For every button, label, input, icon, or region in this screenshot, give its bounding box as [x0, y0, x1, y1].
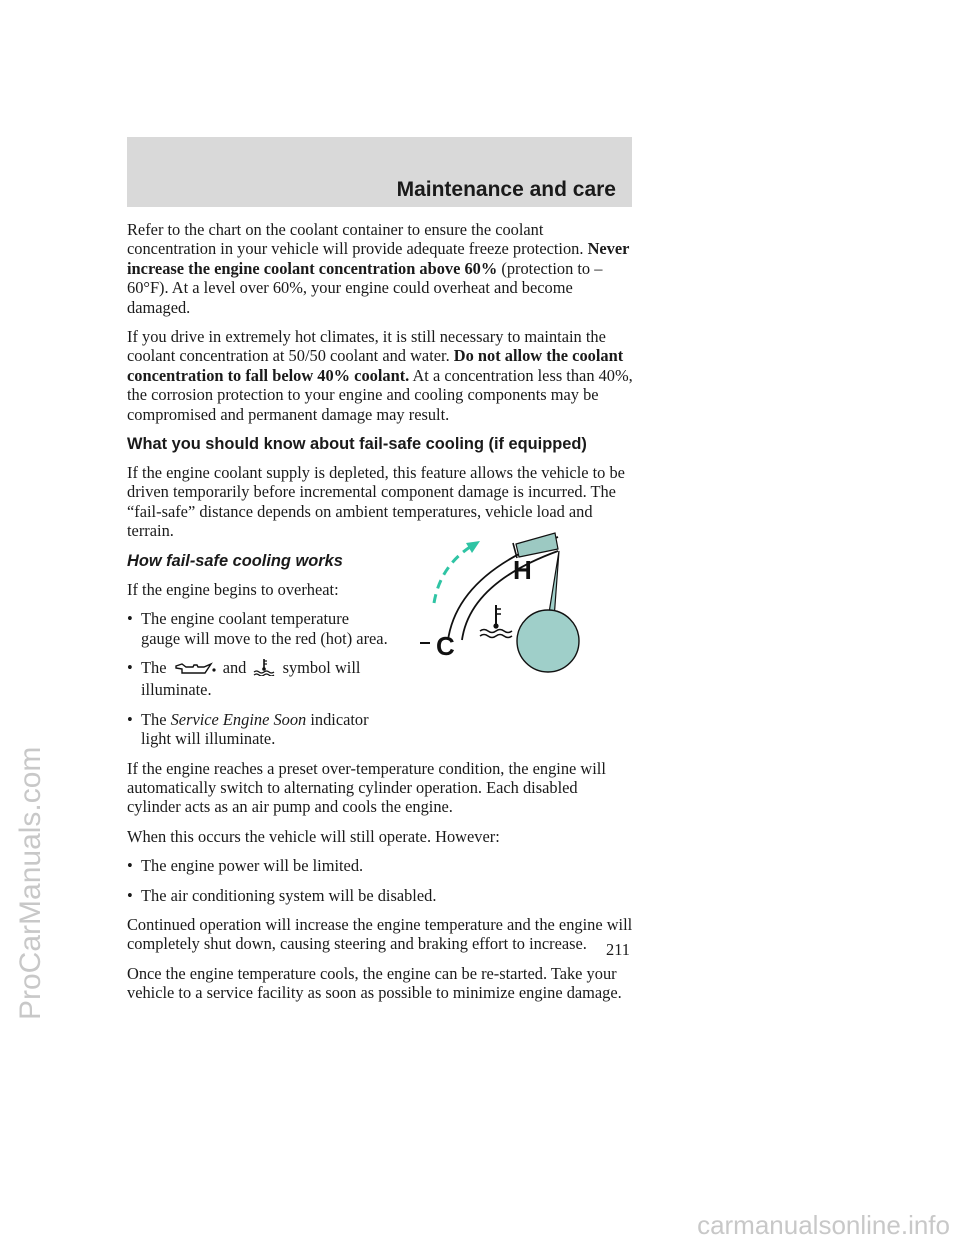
list-item: • The and symbol will illuminate. [127, 657, 361, 700]
bullet-symbol: • [127, 609, 133, 629]
paragraph-over-temperature: If the engine reaches a preset over-temperature condition, the engine will automatically switch to alternating cylinder operation. Each disabled cylinder acts as an air pump and cools the engine. [127, 758, 606, 817]
side-watermark-text: ProCarManuals.com [14, 746, 47, 1020]
heading-fail-safe-cooling: What you should know about fail-safe cooling (if equipped) [127, 435, 587, 454]
bottom-watermark-text: carmanualsonline.info [697, 1210, 950, 1240]
list-item: • The engine coolant temperature gauge will move to the red (hot) area. [127, 609, 388, 648]
subheading-how-it-works: How fail-safe cooling works [127, 551, 343, 570]
bottom-watermark [0, 1202, 960, 1242]
paragraph-fail-safe-intro: If the engine coolant supply is depleted, this feature allows the vehicle to be driven temporarily before incremental component damage is incurred. The “fail-safe” distance depends on ambient temperatures, vehicle load and terrain. [127, 463, 625, 541]
paragraph-overheat-intro: If the engine begins to overheat: [127, 579, 339, 599]
oil-pressure-icon [173, 660, 217, 680]
side-watermark [10, 340, 50, 1040]
gauge-cold-label: C [436, 631, 455, 661]
warning-max-concentration: Never increase the engine coolant concentration above 60% [127, 239, 630, 278]
section-title: Maintenance and care [396, 178, 616, 201]
bullet-symbol: • [127, 657, 133, 677]
paragraph-shut-down: Continued operation will increase the engine temperature and the engine will completely shut down, causing steering and braking effort to increase. [127, 914, 633, 954]
list-item: • The air conditioning system will be disabled. [127, 885, 437, 905]
section-header [127, 137, 632, 207]
list-item: • The Service Engine Soon indicator light will illuminate. [127, 709, 369, 749]
bullet-symbol: • [127, 856, 133, 876]
gauge-coolant-icon [480, 605, 512, 638]
warning-min-concentration: Do not allow the coolant concentration to fall below 40% coolant. [127, 346, 624, 385]
gauge-hot-label: H [513, 555, 532, 585]
paragraph-freeze-protection: Refer to the chart on the coolant container to ensure the coolant concentration in your vehicle will provide adequate freeze protection. Never increase the engine coolant concentration above 60% (protection to –60°F). At a level over 60%, your engine could overheat and become damaged. [127, 220, 630, 317]
paragraph-still-operate: When this occurs the vehicle will still operate. However: [127, 826, 500, 846]
list-item: • The engine power will be limited. [127, 856, 364, 876]
temperature-gauge-illustration [418, 525, 586, 680]
gauge-arrow-icon [434, 547, 470, 603]
coolant-temperature-icon [252, 658, 276, 680]
paragraph-restart: Once the engine temperature cools, the engine can be re-started. Take your vehicle to a service facility as soon as possible to minimize engine damage. [127, 963, 622, 1003]
paragraph-hot-climates: If you drive in extremely hot climates, it is still necessary to maintain the coolant concentration at 50/50 coolant and water. Do not allow the coolant concentration to fall below 40% coolant. At a concentration less than 40%, the corrosion protection to your engine and cooling components may be compromised and permanent damage may result. [127, 327, 633, 424]
bullet-symbol: • [127, 885, 133, 905]
page-number: 211 [606, 940, 630, 959]
service-engine-soon-label: Service Engine Soon [170, 709, 307, 729]
bullet-symbol: • [127, 709, 133, 729]
